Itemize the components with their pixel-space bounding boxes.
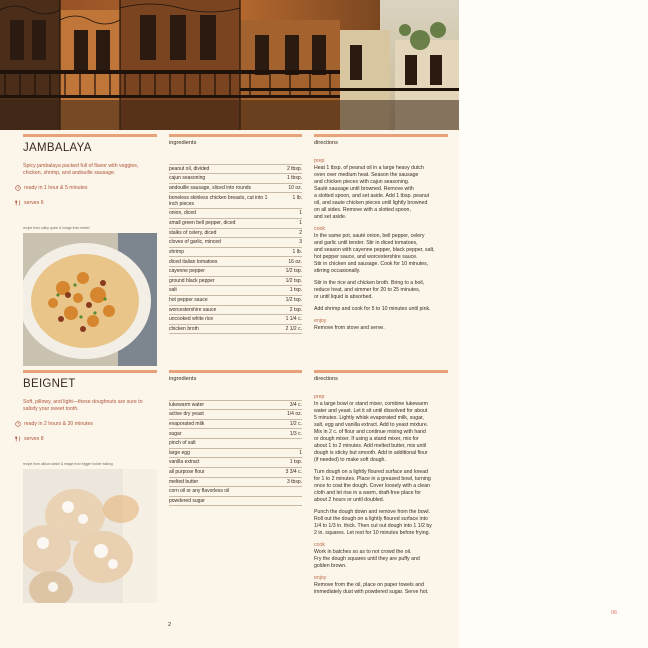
direction-step-label: cook [314,541,325,548]
direction-step-text: Punch the dough down and remove from the bowl. Roll out the dough on a lightly floured surface into 1/4 to 1/3 in. thick. Then cut out dough into 1 1/2 by 2 in. squares. Let rest for 10 minutes before frying. [314,508,432,536]
ingredient-row [169,247,302,257]
ingredient-amount: 2 [270,228,302,238]
ingredient-row [169,439,302,449]
recipe-title: JAMBALAYA [23,142,92,154]
accent-bar [23,370,157,373]
recipe-intro-jambalaya [23,134,157,207]
direction-step-text: Stir in the rice and chicken broth. Bring to a boil, reduce heat, and simmer for 20 to 25 minutes, or until liquid is absorbed. [314,279,425,300]
ingredient-row [169,315,302,325]
ingredient-name: hot pepper sauce [169,295,270,305]
directions-jambalaya [314,134,448,337]
direction-step [314,280,448,301]
ingredient-name: onion, diced [169,209,270,219]
direction-step-text: Heat 1 tbsp. of peanut oil in a large heavy dutch oven over medium heat. Season the sausage and chicken pieces with cajun seasoning. Sauté sausage until browned. Remove with a slotted spoon, and set aside. Add 1 tbsp. peanut oil, and saute chicken pieces until lightly browned on all sides. Remove with a slotted spoon, and set aside. [314,164,430,220]
ingredient-row [169,193,302,209]
ingredient-name: vanilla extract [169,458,270,468]
ingredient-row [169,324,302,334]
ingredients-heading: ingredients [169,376,197,382]
ingredient-name: cloves of garlic, minced [169,238,270,248]
ingredient-row [169,286,302,296]
accent-bar [23,134,157,137]
direction-step-text: In the same pot, sauté onion, bell pepper, celery and garlic until tender. Stir in diced tomatoes, and season with cayenne pepper, black pepper, salt, hot pepper sauce, and worcestershire sauce. Stir in chicken and sausage. Cook for 10 minutes, stirring occasionally. [314,232,435,274]
ingredients-table [169,400,302,507]
ingredient-amount: 3 tbsp. [270,477,302,487]
ingredient-name: cayenne pepper [169,267,270,277]
ready-time [23,421,157,428]
direction-step [314,469,448,504]
ingredient-amount: 1 tsp. [270,286,302,296]
page-number-left: 2 [168,622,172,628]
ingredient-amount [270,496,302,506]
direction-step-text: Work in batches so as to not crowd the oil. Fry the dough squares until they are puffy and golden brown. [314,548,420,569]
ingredient-name: ground black pepper [169,276,270,286]
ingredient-row [169,400,302,410]
jambalaya-photo [23,233,157,366]
direction-step-text: Remove from the oil, place on paper towels and immediately dust with powdered sugar. Serve hot. [314,581,429,595]
ingredient-amount: 1 tsp. [270,458,302,468]
ingredient-row [169,295,302,305]
ingredient-amount: 3/4 c. [270,400,302,410]
ingredient-amount: 3 [270,238,302,248]
directions-list [314,158,448,332]
direction-step [314,509,448,537]
ingredient-row [169,458,302,468]
ingredient-row [169,238,302,248]
ingredient-row [169,467,302,477]
ingredient-name: powdered sugar [169,496,270,506]
direction-step-label: enjoy [314,574,327,581]
directions-heading: directions [314,376,338,382]
ingredient-amount: 1 lb. [270,193,302,209]
ingredient-row [169,174,302,184]
ingredient-amount: 1 lb. [270,247,302,257]
page-number-right: 06 [611,610,618,616]
direction-step [314,394,448,464]
ingredient-name: salt [169,286,270,296]
ingredient-row [169,164,302,174]
direction-step-text: Remove from stove and serve. [314,324,385,331]
beignet-photo [23,469,157,603]
fork-knife-icon [15,436,21,442]
servings [23,200,157,207]
ready-time-text: ready in 2 hours & 30 minutes [24,420,93,427]
photo-credit: recipe from cathy quinn & image from mebel [23,226,90,230]
direction-step-label: enjoy [314,317,327,324]
ingredient-amount: 1/2 tsp. [270,276,302,286]
ingredient-row [169,228,302,238]
ingredient-row [169,267,302,277]
ingredient-amount: 3 3/4 c. [270,467,302,477]
ingredient-row [169,276,302,286]
ingredient-amount: 1/2 c. [270,419,302,429]
ingredient-name: worcestershire sauce [169,305,270,315]
photo-credit: recipe from allison drake & image from bigger bolder baking [23,462,113,466]
direction-step [314,542,448,570]
directions-list [314,394,448,596]
ingredient-name: uncooked white rice [169,315,270,325]
ingredient-row [169,257,302,267]
ingredient-name: shrimp [169,247,270,257]
servings [23,436,157,443]
ingredient-amount: 1 [270,209,302,219]
ingredient-name: diced italian tomatoes [169,257,270,267]
directions-beignet [314,370,448,601]
ingredient-amount: 1/2 tsp. [270,295,302,305]
ingredient-name: large egg [169,448,270,458]
photo-block-jambalaya [23,226,157,366]
clock-icon [15,185,21,191]
ingredient-name: andouille sausage, sliced into rounds [169,183,270,193]
accent-bar [169,370,302,373]
recipe-description: Spicy jambalaya packed full of flavor with veggies, chicken, shrimp, and andouille sausage. [23,162,139,176]
recipe-description: Soft, pillowy, and light—these doughnuts are sure to satisfy your sweet tooth. [23,398,143,412]
ingredient-name: evaporated milk [169,419,270,429]
ingredient-amount [270,487,302,497]
ingredient-amount [270,439,302,449]
ingredient-name: pinch of salt [169,439,270,449]
ready-time-text: ready in 1 hour & 5 minutes [24,184,88,191]
ingredient-row [169,487,302,497]
direction-step-label: prep [314,393,325,400]
ingredient-row [169,183,302,193]
ingredient-row [169,419,302,429]
servings-text: serves 6 [24,199,44,206]
ingredient-amount: 10 oz. [270,183,302,193]
right-page [459,0,648,648]
ingredient-name: sugar [169,429,270,439]
ingredient-amount: 1/2 tsp. [270,267,302,277]
ingredient-row [169,218,302,228]
ingredient-amount: 1 [270,218,302,228]
ingredient-row [169,410,302,420]
ingredient-name: melted butter [169,477,270,487]
ingredient-amount: 1 tbsp. [270,174,302,184]
accent-bar [169,134,302,137]
fork-knife-icon [15,200,21,206]
ingredients-heading: ingredients [169,140,197,146]
directions-heading: directions [314,140,338,146]
direction-step [314,226,448,275]
ingredient-amount: 2 1/2 c. [270,324,302,334]
ingredient-row [169,496,302,506]
ingredient-amount: 2 tbsp. [270,164,302,174]
accent-bar [314,370,448,373]
direction-step-text: Turn dough on a lightly floured surface and knead for 1 to 2 minutes. Place in a greased bowl, turning once to coat the dough. Cover loosely with a clean cloth and let rise in a warm, draft-free place for about 2 hours or until doubled. [314,468,431,503]
direction-step-label: cook [314,225,325,232]
ready-time [23,185,157,192]
direction-step-label: prep [314,157,325,164]
direction-step [314,575,448,596]
ingredients-table [169,164,302,335]
hero-photo-french-quarter [0,0,459,130]
ingredients-beignet [169,370,302,506]
ingredient-name: peanut oil, divided [169,164,270,174]
ingredient-name: boneless skinless chicken breasts, cut into 1 inch pieces [169,193,270,209]
ingredient-name: all purpose flour [169,467,270,477]
ingredient-name: lukewarm water [169,400,270,410]
photo-block-beignet [23,462,157,603]
direction-step-text: In a large bowl or stand mixer, combine lukewarm water and yeast. Let it sit until dissolved for about 5 minutes. Lightly whisk evaporated milk, sugar, salt, egg and vanilla extract. Add to yeast mixture. Mix in 2 c. of flour and continue mixing with hand or dough mixer. If using a stand mixer, mix for about 1 to 2 minutes. Add melted butter, mix until dough is sticky but smooth. Add in additional flour (if needed) to make soft dough. [314,400,429,463]
ingredient-name: active dry yeast [169,410,270,420]
ingredient-name: cajun seasoning [169,174,270,184]
ingredient-name: corn oil or any flavorless oil [169,487,270,497]
ingredient-name: stalks of celery, diced [169,228,270,238]
ingredient-amount: 1/4 oz. [270,410,302,420]
direction-step [314,158,448,221]
ingredient-name: chicken broth [169,324,270,334]
recipe-title: BEIGNET [23,378,76,390]
ingredient-amount: 1/3 c. [270,429,302,439]
ingredient-amount: 1 1/4 c. [270,315,302,325]
ingredient-row [169,429,302,439]
ingredient-row [169,209,302,219]
servings-text: serves 8 [24,435,44,442]
ingredient-name: small green bell pepper, diced [169,218,270,228]
recipe-intro-beignet [23,370,157,443]
ingredient-amount: 1 [270,448,302,458]
ingredient-amount: 2 tsp. [270,305,302,315]
direction-step [314,306,448,313]
ingredient-amount: 16 oz. [270,257,302,267]
clock-icon [15,421,21,427]
direction-step [314,318,448,332]
ingredient-row [169,305,302,315]
ingredients-jambalaya [169,134,302,334]
ingredient-row [169,477,302,487]
ingredient-row [169,448,302,458]
accent-bar [314,134,448,137]
direction-step-text: Add shrimp and cook for 5 to 10 minutes until pink. [314,305,431,312]
